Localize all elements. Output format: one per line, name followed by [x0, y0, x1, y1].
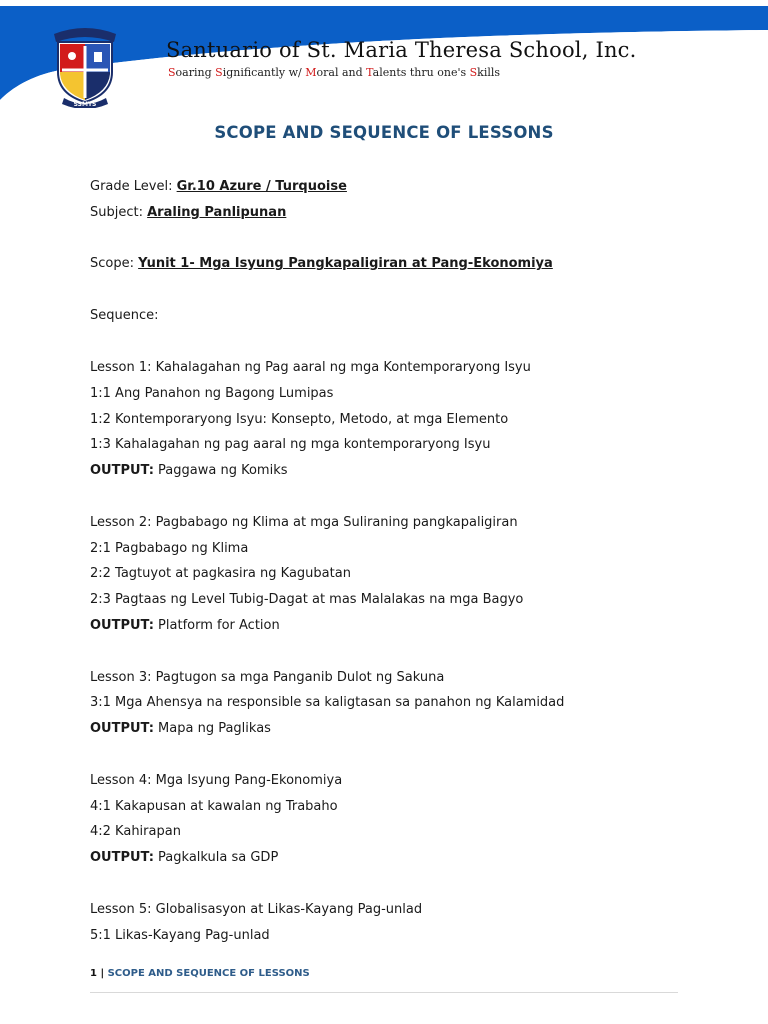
lesson-output	[90, 463, 288, 479]
document-title: SCOPE AND SEQUENCE OF LESSONS	[214, 123, 554, 142]
school-name: Santuario of St. Maria Theresa School, Inc.	[166, 38, 637, 62]
footer-separator: |	[96, 968, 108, 979]
scope-line	[90, 256, 553, 272]
lesson-item	[90, 592, 523, 608]
motto-capital: S	[215, 66, 223, 79]
lesson-item	[90, 928, 270, 944]
lesson-output	[90, 850, 278, 866]
scope-value: Yunit 1- Mga Isyung Pangkapaligiran at Pang-Ekonomiya	[138, 256, 553, 271]
scope-label: Scope:	[90, 256, 139, 271]
lesson-item-text: 4:2 Kahirapan	[90, 824, 181, 839]
lesson-item-text: 1:3 Kahalagahan ng pag aaral ng mga kontemporaryong Isyu	[90, 437, 491, 452]
output-text: Platform for Action	[153, 618, 280, 633]
motto-capital: S	[469, 66, 478, 79]
lesson-item	[90, 437, 490, 453]
output-text: Paggawa ng Komiks	[153, 463, 288, 478]
output-label: OUTPUT:	[90, 463, 154, 478]
lesson-item	[90, 412, 508, 428]
subject-line	[90, 205, 286, 221]
output-text: Pagkalkula sa GDP	[153, 850, 279, 865]
grade-level-label: Grade Level:	[90, 179, 177, 194]
lesson-title: Lesson 2: Pagbabago ng Klima at mga Suliraning pangkapaligiran	[90, 515, 518, 530]
lesson-heading	[90, 773, 342, 789]
lesson-title: Lesson 5: Globalisasyon at Likas-Kayang Pag-unlad	[90, 902, 423, 917]
motto-text: oaring	[175, 66, 216, 79]
lesson-item	[90, 799, 338, 815]
motto-capital: S	[168, 66, 176, 79]
lesson-item-text: 1:1 Ang Panahon ng Bagong Lumipas	[90, 386, 334, 401]
lesson-item-text: 3:1 Mga Ahensya na responsible sa kaligtasan sa panahon ng Kalamidad	[90, 695, 565, 710]
motto-capital: T	[366, 66, 373, 79]
motto-text: alents thru one's	[372, 66, 470, 79]
footer-title: SCOPE AND SEQUENCE OF LESSONS	[107, 968, 310, 979]
output-label: OUTPUT:	[90, 618, 154, 633]
motto-text: ignificantly w/	[222, 66, 306, 79]
grade-level-line	[90, 179, 347, 195]
footer-divider	[90, 992, 678, 993]
motto-text: kills	[477, 66, 501, 79]
lesson-item	[90, 541, 248, 557]
output-label: OUTPUT:	[90, 850, 154, 865]
lesson-item	[90, 566, 351, 582]
output-text: Mapa ng Paglikas	[153, 721, 271, 736]
lesson-item	[90, 824, 181, 840]
crest-banner-text: SSMTS	[73, 101, 97, 108]
school-motto	[168, 66, 500, 79]
lesson-item-text: 1:2 Kontemporaryong Isyu: Konsepto, Metodo, at mga Elemento	[90, 412, 509, 427]
lesson-item-text: 2:3 Pagtaas ng Level Tubig-Dagat at mas Malalakas na mga Bagyo	[90, 592, 524, 607]
lesson-heading	[90, 670, 444, 686]
sequence-label: Sequence:	[90, 308, 159, 323]
page-footer	[90, 968, 310, 979]
subject-value: Araling Panlipunan	[147, 205, 287, 220]
page-number: 1	[90, 968, 97, 979]
lesson-heading	[90, 360, 531, 376]
motto-text: oral and	[316, 66, 367, 79]
lesson-item-text: 2:1 Pagbabago ng Klima	[90, 541, 249, 556]
lesson-item	[90, 386, 333, 402]
subject-label: Subject:	[90, 205, 148, 220]
school-crest-logo	[50, 24, 120, 108]
motto-capital: M	[305, 66, 317, 79]
lesson-item-text: 4:1 Kakapusan at kawalan ng Trabaho	[90, 799, 338, 814]
lesson-heading	[90, 902, 422, 918]
lesson-item	[90, 695, 564, 711]
grade-level-value: Gr.10 Azure / Turquoise	[176, 179, 347, 194]
lesson-title: Lesson 4: Mga Isyung Pang-Ekonomiya	[90, 773, 343, 788]
lesson-title: Lesson 1: Kahalagahan ng Pag aaral ng mga Kontemporaryong Isyu	[90, 360, 531, 375]
lesson-item-text: 2:2 Tagtuyot at pagkasira ng Kagubatan	[90, 566, 351, 581]
lesson-heading	[90, 515, 518, 531]
output-label: OUTPUT:	[90, 721, 154, 736]
lesson-title: Lesson 3: Pagtugon sa mga Panganib Dulot ng Sakuna	[90, 670, 445, 685]
lesson-item-text: 5:1 Likas-Kayang Pag-unlad	[90, 928, 270, 943]
lesson-output	[90, 618, 280, 634]
lesson-output	[90, 721, 271, 737]
